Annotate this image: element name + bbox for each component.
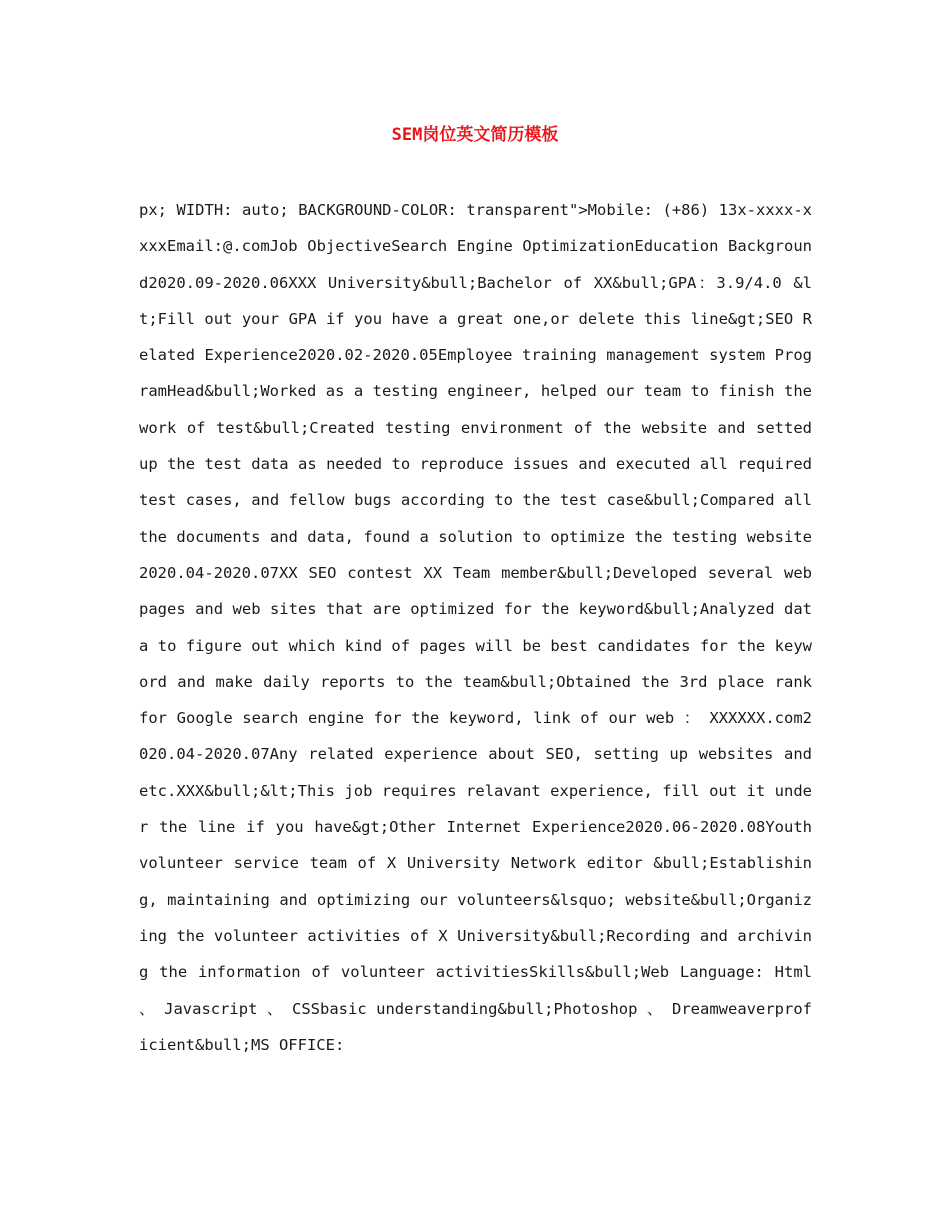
page-title: SEM岗位英文简历模板 bbox=[391, 125, 559, 145]
resume-body-text: px; WIDTH: auto; BACKGROUND-COLOR: transparent">Mobile: (+86) 13x-xxxx-xxxxEmail:@.comJob ObjectiveSearch Engine OptimizationEducation Background2020.09-2020.06XXX University&bull;Bachelor of XX&bull;GPA：3.9/4.0 &lt;Fill out your GPA if you have a great one,or delete this line&gt;SEO Related Experience2020.02-2020.05Employee training management system ProgramHead&bull;Worked as a testing engineer, helped our team to finish the work of test&bull;Created testing environment of the website and setted up the test data as needed to reproduce issues and executed all required test cases, and fellow bugs according to the test case&bull;Compared all the documents and data, found a solution to optimize the testing website2020.04-2020.07XX SEO contest XX Team member&bull;Developed several web pages and web sites that are optimized for the keyword&bull;Analyzed data to figure out which kind of pages will be best candidates for the keyword and make daily reports to the team&bull;Obtained the 3rd place rank for Google search engine for the keyword, link of our web ： XXXXXX.com2020.04-2020.07Any related experience about SEO, setting up websites and etc.XXX&bull;&lt;This job requires relavant experience, fill out it under the line if you have&gt;Other Internet Experience2020.06-2020.08Youth volunteer service team of X University Network editor &bull;Establishing, maintaining and optimizing our volunteers&lsquo; website&bull;Organizing the volunteer activities of X University&bull;Recording and archiving the information of volunteer activitiesSkills&bull;Web Language: Html 、 Javascript 、 CSSbasic understanding&bull;Photoshop 、 Dreamweaverproficient&bull;MS OFFICE: bbox=[139, 201, 812, 1054]
